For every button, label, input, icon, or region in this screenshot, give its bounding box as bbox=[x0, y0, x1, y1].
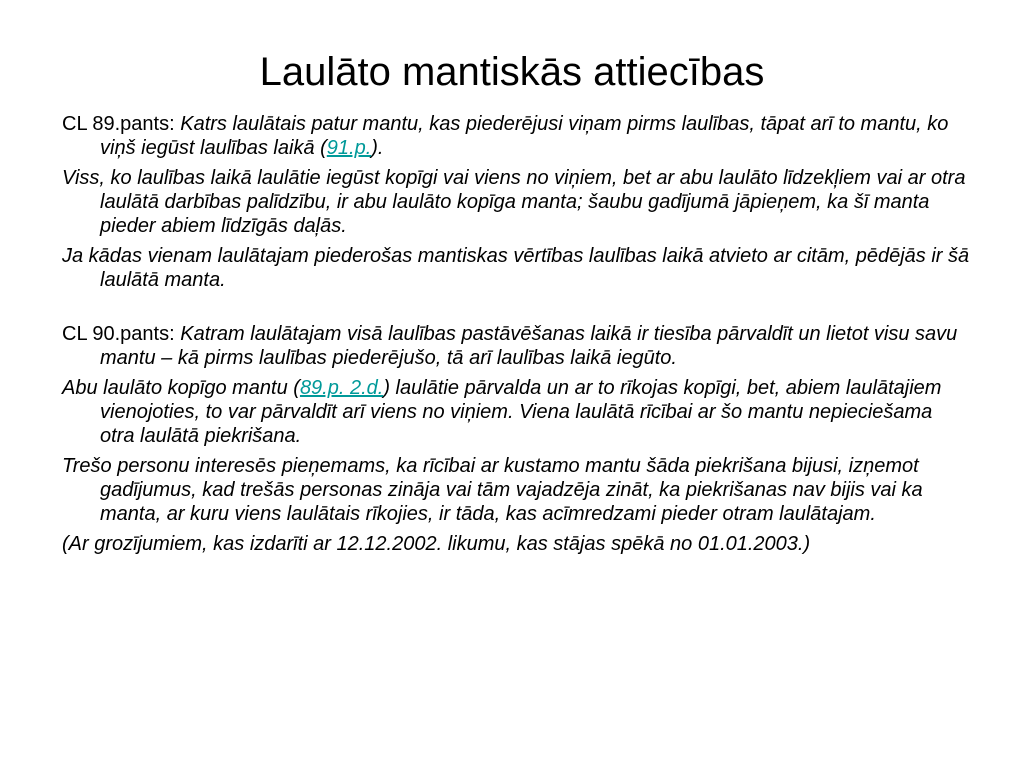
slide-body bbox=[62, 112, 972, 562]
article-90-p2-text-a: Abu laulāto kopīgo mantu ( bbox=[62, 377, 300, 399]
article-89-text-b: ). bbox=[371, 137, 384, 159]
article-89-text-a: Katrs laulātais patur mantu, kas piederējusi viņam pirms laulības, tāpat arī to mantu, ko viņš iegūst laulības laikā ( bbox=[100, 113, 949, 159]
slide-title: Laulāto mantiskās attiecības bbox=[259, 50, 765, 94]
article-90-paragraph-1 bbox=[62, 322, 972, 370]
article-89-paragraph-3: Ja kādas vienam laulātajam piederošas mantiskas vērtības laulības laikā atvieto ar citām, pēdējās ir šā laulātā manta. bbox=[62, 245, 970, 291]
article-90-p2-text-b: ) laulātie pārvalda un ar to rīkojas kopīgi, bet, abiem laulātajiem vienojoties, to var pārvaldīt arī viens no viņiem. Viena laulātā rīcībai ar šo mantu nepieciešama otra laulātā piekrišana. bbox=[100, 377, 942, 447]
article-89-prefix: CL 89.pants: bbox=[62, 113, 181, 135]
reference-link-91p[interactable]: 91.p. bbox=[326, 137, 372, 159]
article-90-text: Katram laulātajam visā laulības pastāvēšanas laikā ir tiesība pārvaldīt un lietot visu savu mantu – kā pirms laulības piederējušo, tā arī laulības laikā iegūto. bbox=[100, 323, 958, 369]
article-90-prefix: CL 90.pants: bbox=[62, 323, 181, 345]
reference-link-89p-2d[interactable]: 89.p. 2.d. bbox=[299, 377, 384, 399]
article-89-paragraph-2: Viss, ko laulības laikā laulātie iegūst kopīgi vai viens no viņiem, bet ar abu laulāto līdzekļiem vai ar otra laulātā darbības palīdzību, ir abu laulāto kopīga manta; šaubu gadījumā jāpieņem, ka šī manta pieder abiem līdzīgās daļās. bbox=[62, 167, 966, 237]
amendment-note: (Ar grozījumiem, kas izdarīti ar 12.12.2002. likumu, kas stājas spēkā no 01.01.2003.) bbox=[62, 533, 811, 555]
article-90-paragraph-3: Trešo personu interesēs pieņemams, ka rīcībai ar kustamo mantu šāda piekrišana bijusi, izņemot gadījumus, kad trešās personas zināja vai tām vajadzēja zināt, ka piekrišanas nav bijis vai ka manta, ar kuru viens laulātais rīkojies, ir tāda, kas acīmredzami pieder otram laulātajam. bbox=[62, 455, 923, 525]
article-90-paragraph-2 bbox=[62, 376, 972, 448]
article-89-paragraph-1 bbox=[62, 112, 972, 160]
